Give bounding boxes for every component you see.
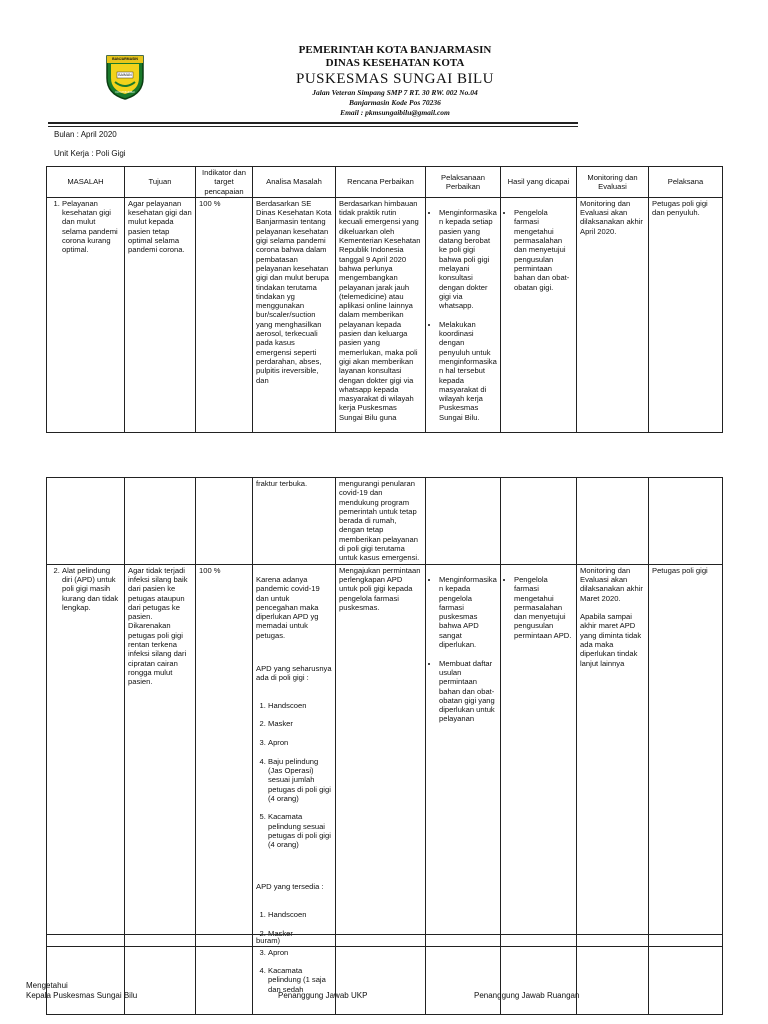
col-masalah: MASALAH xyxy=(47,167,125,198)
masalah-text: 1. Pelayanan kesehatan gigi dan mulut selama pandemi corona kurang optimal. xyxy=(62,199,121,255)
analisa-intro: Karena adanya pandemic covid-19 dan untuk pencegahan maka diperlukan APD yg memadai untuk petugas. xyxy=(256,574,320,640)
analisa-cont-cell: buram) xyxy=(253,935,336,947)
empty-cell xyxy=(649,478,723,565)
col-monitoring: Monitoring dan Evaluasi xyxy=(577,167,649,198)
list-item: • Melakukan koordinasi dengan penyuluh untuk menginformasikan hal tersebut kepada masyarakat di wilayah kerja Puskesmas Sungai Bilu. xyxy=(439,320,497,422)
empty-cell xyxy=(501,935,577,947)
indikator-cell: 100 % xyxy=(196,564,253,1014)
table-row xyxy=(47,197,723,432)
logo-text-bottom: KAYUH BAIMBAI xyxy=(115,91,135,94)
list-item: 2. Masker xyxy=(268,719,332,728)
list-item: 3. Apron xyxy=(268,948,332,957)
col-analisa: Analisa Masalah xyxy=(253,167,336,198)
email-line: Email : pkmsungaibilu@gmail.com xyxy=(340,108,450,117)
pelaksanaan-cell xyxy=(426,197,501,432)
analisa-cell: Berdasarkan SE Dinas Kesehatan Kota Banjarmasin tentang pelayanan kesehatan gigi selama pandemi corona bahwa dalam pembatasan pelayanan kesehatan gigi dan mulut berupa tindakan terutama tindakan yg menggunakan bur/scaler/suction yang menghasilkan aerosol, terkecuali pada kasus emergensi seperti perdarahan, abses, pulpitis ireversible, dan xyxy=(253,197,336,432)
acknowledged-label: Mengetahui xyxy=(26,981,68,990)
list-item: 5. Kacamata pelindung sesuai petugas di poli gigi (4 orang) xyxy=(268,812,332,849)
empty-cell xyxy=(125,478,196,565)
monitoring-cell: Monitoring dan Evaluasi akan dilaksanakan akhir April 2020. xyxy=(577,197,649,432)
puskesmas-logo xyxy=(103,52,147,100)
dept-line: DINAS KESEHATAN KOTA xyxy=(325,57,465,69)
empty-cell xyxy=(196,478,253,565)
list-item: 3. Apron xyxy=(268,738,332,747)
gov-line: PEMERINTAH KOTA BANJARMASIN xyxy=(298,44,492,56)
empty-cell xyxy=(196,935,253,947)
empty-cell xyxy=(125,935,196,947)
analisa-list1-title: APD yang seharusnya ada di poli gigi : xyxy=(256,663,332,682)
head-signatory: Kepala Puskesmas Sungai Bilu xyxy=(26,991,138,1000)
empty-cell xyxy=(501,478,577,565)
col-pelaksana: Pelaksana xyxy=(649,167,723,198)
list-item: 1. Handscoen xyxy=(268,910,332,919)
month-label: Bulan : April 2020 xyxy=(54,130,117,139)
rencana-cell: Berdasarkan himbauan tidak praktik rutin kecuali emergensi yang dikeluarkan oleh Kementerian Kesehatan Republik Indonesia tanggal 9 April 2020 bahwa perlunya mengembangkan pelayanan jarak jauh (telemedicine) atau aplikasi online lainnya dalam memberikan pelayanan kepada pasien dan keluarga pasien yang memerlukan, maka poli gigi akan memberikan layanan konsultasi dengan dokter gigi via whatsapp kepada masyarakat di wilayah kerja Puskesmas Sungai Bilu guna xyxy=(336,197,426,432)
pelaksana-cell: Petugas poli gigi xyxy=(649,564,723,1014)
masalah-cell xyxy=(47,197,125,432)
header-rule xyxy=(48,122,578,127)
tujuan-cell: Agar tidak terjadi infeksi silang baik dari pasien ke petugas ataupun dari petugas ke pasien. Dikarenakan petugas poli gigi rentan terkena infeksi silang dari cipratan cairan rongga mulut pasien. xyxy=(125,564,196,1014)
list-item: 4. Kacamata pelindung (1 saja dan sedah xyxy=(268,966,332,994)
address-line: Jalan Veteran Simpang SMP 7 RT. 30 RW. 002 No.04 xyxy=(312,88,478,97)
logo-text-top: BANJARMASIN xyxy=(112,57,138,61)
masalah-text: 2. Alat pelindung diri (APD) untuk poli gigi masih kurang dan tidak lengkap. xyxy=(62,566,121,612)
empty-cell xyxy=(47,478,125,565)
list-item: • Membuat daftar usulan permintaan bahan dan obat-obatan gigi yang diperlukan untuk pelayanan xyxy=(439,659,497,724)
col-indikator: Indikator dan target pencapaian xyxy=(196,167,253,198)
empty-cell xyxy=(577,478,649,565)
list-item: • Menginformasikan kepada pengelola farmasi puskesmas bahwa APD sangat diperlukan. xyxy=(439,575,497,649)
hasil-cell xyxy=(501,197,577,432)
postal-line: Banjarmasin Kode Pos 70236 xyxy=(349,98,441,107)
empty-cell xyxy=(47,935,125,947)
empty-cell xyxy=(577,935,649,947)
list-item: 1. Handscoen xyxy=(268,701,332,710)
empty-cell xyxy=(649,935,723,947)
pelaksana-cell: Petugas poli gigi dan penyuluh. xyxy=(649,197,723,432)
empty-cell xyxy=(336,935,426,947)
list-item: 4. Baju pelindung (Jas Operasi) sesuai jumlah petugas di poli gigi (4 orang) xyxy=(268,757,332,803)
empty-cell xyxy=(426,478,501,565)
list-item: • Pengelola farmasi mengetahui permasalahan dan menyetujui pengusulan permintaan APD. xyxy=(514,575,573,640)
rencana-cell: Mengajukan permintaan perlengkapan APD untuk poli gigi kepada pengelola farmasi puskesmas. xyxy=(336,564,426,1014)
logo-text-mid: BAIMAN xyxy=(118,73,132,77)
issues-table-page3 xyxy=(46,934,723,947)
rencana-cont-cell: mengurangi penularan covid-19 dan mendukung program pemerintah untuk tetap berada di rumah, dengan tetap memberikan pelayanan di poli gigi terutama untuk kasus emergensi. xyxy=(336,478,426,565)
col-rencana: Rencana Perbaikan xyxy=(336,167,426,198)
table-row xyxy=(47,935,723,947)
empty-cell xyxy=(426,935,501,947)
room-signatory: Penanggung Jawab Ruangan xyxy=(474,991,580,1000)
col-tujuan: Tujuan xyxy=(125,167,196,198)
analisa-cont-cell: fraktur terbuka. xyxy=(253,478,336,565)
col-hasil: Hasil yang dicapai xyxy=(501,167,577,198)
monitoring-cell: Monitoring dan Evaluasi akan dilaksanakan akhir Maret 2020. Apabila sampai akhir maret APD yang diminta tidak ada maka diperlukan tindak lanjut lainnya xyxy=(577,564,649,1014)
issues-table-page1 xyxy=(46,166,723,433)
letterhead xyxy=(200,44,590,118)
list-item: • Pengelola farmasi mengetahui permasalahan dan menyetujui pengusulan permintaan bahan dan obat-obatan gigi. xyxy=(514,208,573,292)
analisa-list2-title: APD yang tersedia : xyxy=(256,882,324,892)
list-item: • Menginformasikan kepada setiap pasien yang datang berobat ke poli gigi bahwa poli gigi melayani konsultasi dengan dokter gigi via whatsapp. xyxy=(439,208,497,310)
table-row xyxy=(47,478,723,565)
col-pelaksanaan: Pelaksanaan Perbaikan xyxy=(426,167,501,198)
list-item: 2. Masker xyxy=(268,929,332,938)
indikator-cell: 100 % xyxy=(196,197,253,432)
ukp-signatory: Penanggung Jawab UKP xyxy=(278,991,368,1000)
org-name: PUSKESMAS SUNGAI BILU xyxy=(295,71,495,87)
tujuan-cell: Agar pelayanan kesehatan gigi dan mulut kepada pasien tetap optimal selama pandemi corona. xyxy=(125,197,196,432)
unit-label: Unit Kerja : Poli Gigi xyxy=(54,149,126,158)
